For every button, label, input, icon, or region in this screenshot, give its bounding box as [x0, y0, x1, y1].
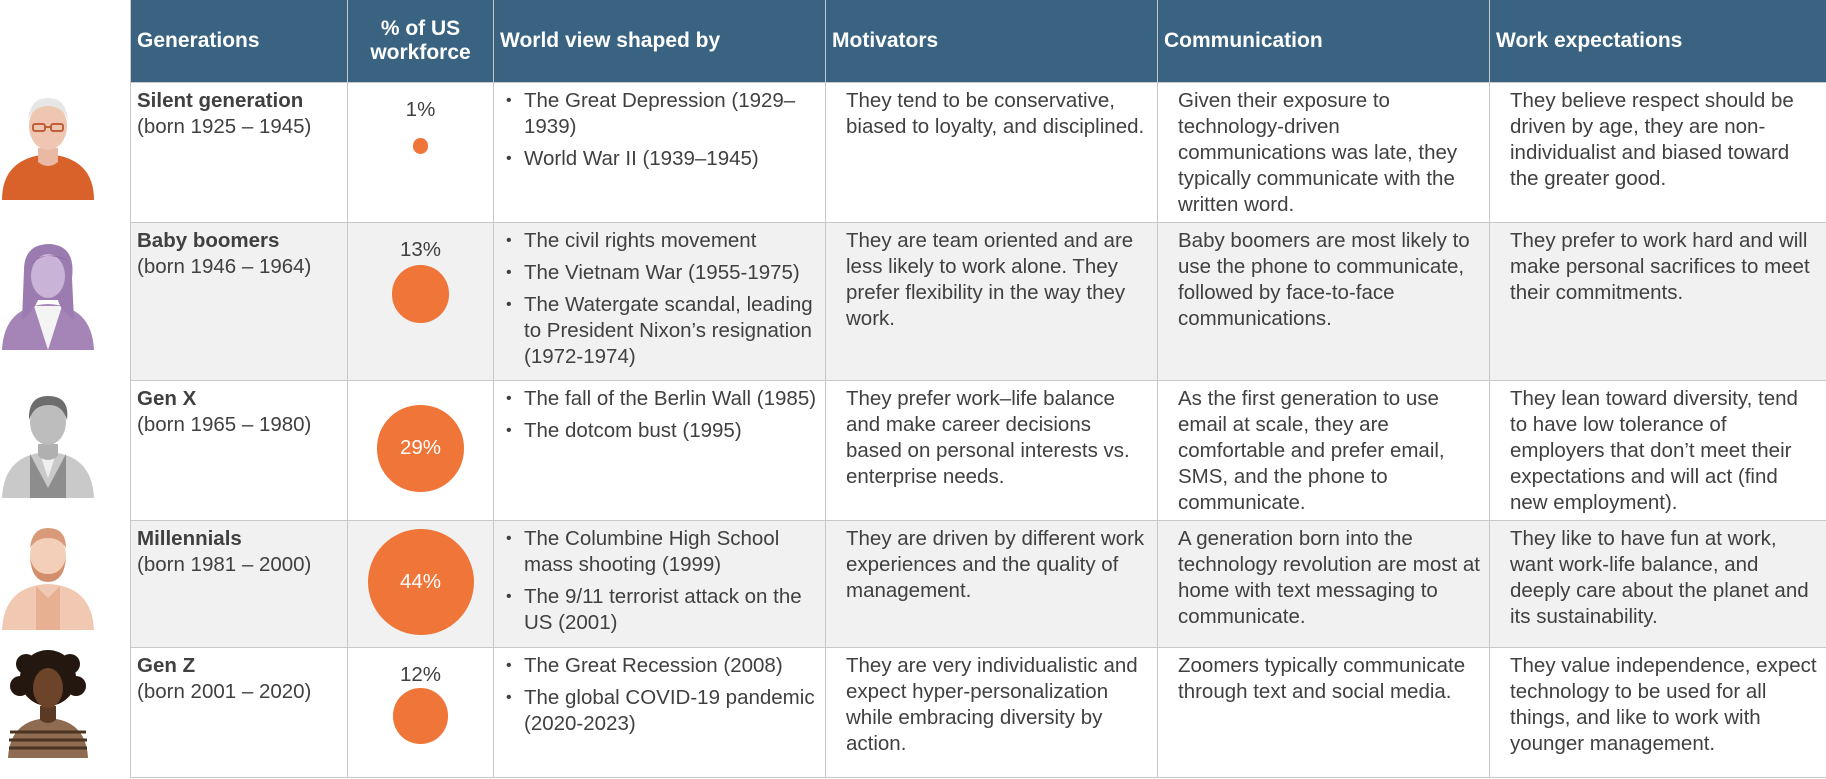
long-hair-woman-avatar-icon	[0, 240, 96, 350]
motivators-cell: They are team oriented and are less likely to work alone. They prefer flexibility in the way they work.	[826, 223, 1158, 381]
avatar-column	[0, 0, 130, 779]
workforce-share-cell	[348, 83, 494, 223]
world-view-item: • The fall of the Berlin Wall (1985)	[510, 386, 819, 412]
work-expectations-cell: They value independence, expect technology to be used for all things, and like to work with younger management.	[1490, 648, 1826, 778]
table-row	[131, 83, 1826, 223]
world-view-list	[500, 88, 819, 172]
workforce-share-bubble	[393, 688, 448, 743]
workforce-share-label: 12%	[399, 663, 442, 686]
world-view-item: • World War II (1939–1945)	[510, 146, 819, 172]
world-view-cell	[494, 381, 826, 521]
world-view-list	[500, 386, 819, 444]
vest-man-avatar-icon	[0, 388, 96, 498]
world-view-item: • The 9/11 terrorist attack on the US (2001)	[510, 584, 819, 636]
generation-birth-range: (born 2001 – 2020)	[137, 680, 312, 703]
world-view-list	[500, 653, 819, 737]
communication-cell: Baby boomers are most likely to use the phone to communicate, followed by face-to-face communications.	[1158, 223, 1490, 381]
work-expectations-cell: They lean toward diversity, tend to have low tolerance of employers that don’t meet their expectations and will act (find new employment).	[1490, 381, 1826, 521]
work-expectations-cell: They believe respect should be driven by age, they are non-individualist and biased toward the greater good.	[1490, 83, 1826, 223]
generation-name: Millennials	[137, 527, 242, 550]
generation-birth-range: (born 1965 – 1980)	[137, 413, 312, 436]
curly-hair-woman-avatar-icon	[0, 648, 96, 758]
communication-cell: Zoomers typically communicate through text and social media.	[1158, 648, 1490, 778]
work-expectations-cell: They prefer to work hard and will make personal sacrifices to meet their commitments.	[1490, 223, 1826, 381]
generation-birth-range: (born 1946 – 1964)	[137, 255, 312, 278]
header-generations: Generations	[131, 0, 348, 83]
workforce-share-cell	[348, 381, 494, 521]
generation-cell	[131, 521, 348, 648]
generation-cell	[131, 648, 348, 778]
world-view-cell	[494, 223, 826, 381]
generation-name: Gen X	[137, 387, 197, 410]
world-view-item: • The Great Recession (2008)	[510, 653, 819, 679]
communication-cell: Given their exposure to technology-driven communications was late, they typically communicate with the written word.	[1158, 83, 1490, 223]
world-view-item: • The Great Depression (1929–1939)	[510, 88, 819, 140]
header-work-expectations: Work expectations	[1490, 0, 1826, 83]
table-row	[131, 648, 1826, 778]
communication-cell: A generation born into the technology revolution are most at home with text messaging to communicate.	[1158, 521, 1490, 648]
world-view-cell	[494, 83, 826, 223]
header-world-view: World view shaped by	[494, 0, 826, 83]
work-expectations-cell: They like to have fun at work, want work-life balance, and deeply care about the planet and its sustainability.	[1490, 521, 1826, 648]
world-view-item: • The Vietnam War (1955-1975)	[510, 260, 819, 286]
motivators-cell: They are very individualistic and expect hyper-personalization while embracing diversity by action.	[826, 648, 1158, 778]
workforce-share-cell	[348, 648, 494, 778]
table-row	[131, 381, 1826, 521]
workforce-share-label: 1%	[405, 98, 436, 121]
workforce-share-bubble	[368, 529, 474, 635]
generation-name: Gen Z	[137, 654, 196, 677]
generation-cell	[131, 83, 348, 223]
elderly-man-avatar-icon	[0, 90, 96, 200]
motivators-cell: They tend to be conservative, biased to loyalty, and disciplined.	[826, 83, 1158, 223]
header-communication: Communication	[1158, 0, 1490, 83]
communication-cell: As the first generation to use email at scale, they are comfortable and prefer email, SMS, and the phone to communicate.	[1158, 381, 1490, 521]
motivators-cell: They prefer work–life balance and make career decisions based on personal interests vs. enterprise needs.	[826, 381, 1158, 521]
generations-table	[130, 0, 1826, 778]
header-workforce-share: % of US workforce	[348, 0, 494, 83]
table-row	[131, 521, 1826, 648]
motivators-cell: They are driven by different work experiences and the quality of management.	[826, 521, 1158, 648]
generation-name: Baby boomers	[137, 229, 280, 252]
workforce-share-label: 29%	[399, 436, 441, 460]
workforce-share-label: 44%	[399, 570, 442, 593]
world-view-item: • The Columbine High School mass shooting (1999)	[510, 526, 819, 578]
world-view-item: • The civil rights movement	[510, 228, 819, 254]
world-view-item: • The dotcom bust (1995)	[510, 418, 819, 444]
workforce-share-bubble	[377, 405, 463, 491]
world-view-item: • The global COVID-19 pandemic (2020-2023)	[510, 685, 819, 737]
generation-cell	[131, 223, 348, 381]
table-row	[131, 223, 1826, 381]
workforce-share-bubble	[392, 265, 450, 323]
workforce-share-cell	[348, 521, 494, 648]
workforce-share-label: 13%	[399, 238, 442, 261]
world-view-item: • The Watergate scandal, leading to President Nixon’s resignation (1972-1974)	[510, 292, 819, 370]
generation-cell	[131, 381, 348, 521]
generation-birth-range: (born 1925 – 1945)	[137, 115, 312, 138]
world-view-list	[500, 228, 819, 370]
generation-name: Silent generation	[137, 89, 304, 112]
workforce-share-cell	[348, 223, 494, 381]
header-row	[131, 0, 1826, 83]
world-view-list	[500, 526, 819, 636]
workforce-share-bubble	[413, 138, 429, 154]
world-view-cell	[494, 648, 826, 778]
world-view-cell	[494, 521, 826, 648]
generation-birth-range: (born 1981 – 2000)	[137, 553, 312, 576]
bearded-man-avatar-icon	[0, 520, 96, 630]
header-motivators: Motivators	[826, 0, 1158, 83]
